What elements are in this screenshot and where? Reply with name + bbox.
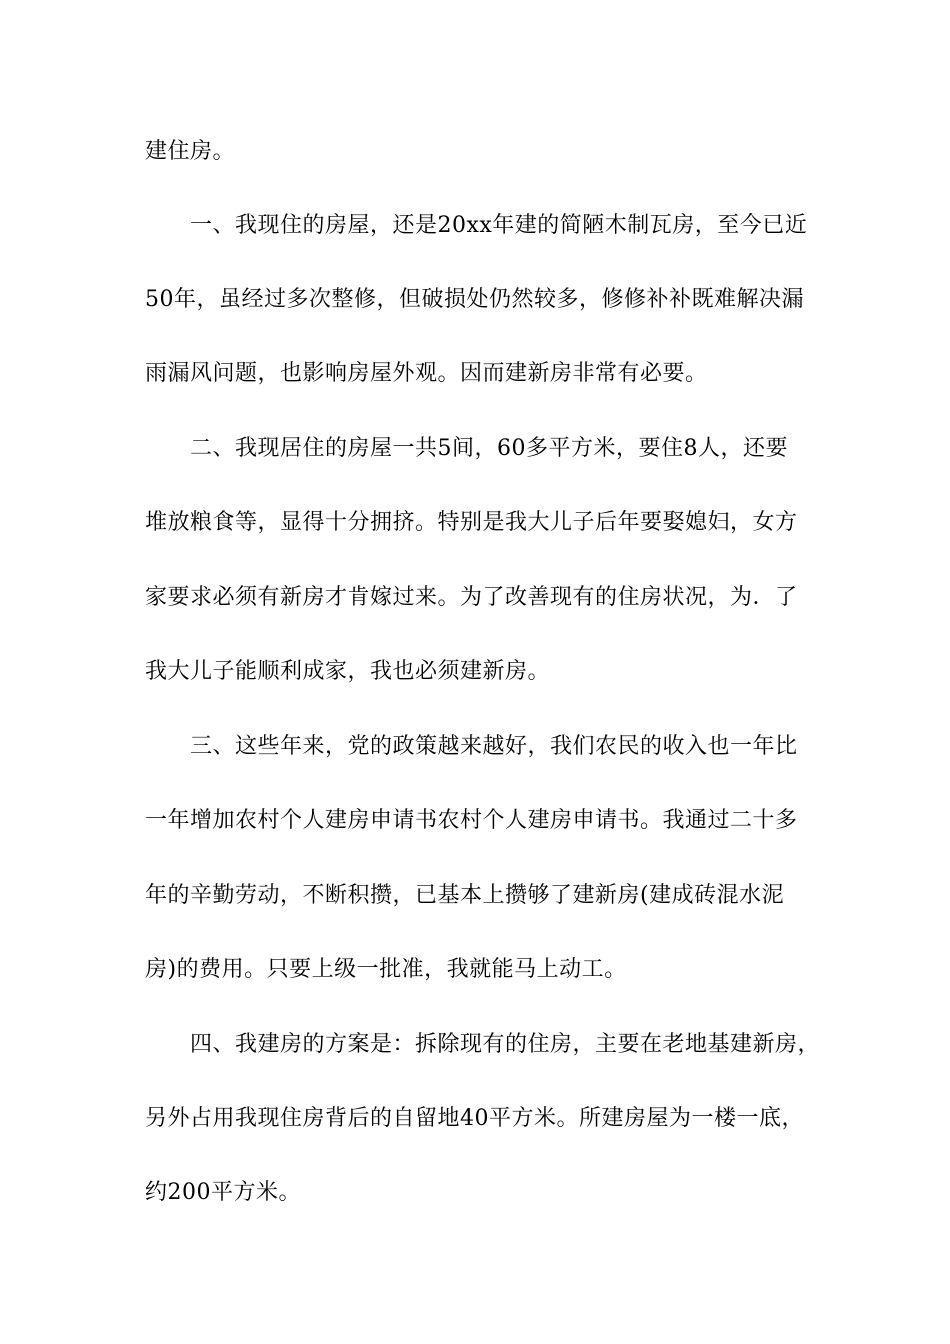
text-line-1: 建住房。 bbox=[145, 139, 236, 164]
paragraph-2-line-3: 家要求必须有新房才肯嫁过来。为了改善现有的住房状况，为．了 bbox=[145, 585, 798, 610]
paragraph-1-line-2: 50年，虽经过多次整修，但破损处仍然较多，修修补补既难解决漏 bbox=[145, 287, 804, 312]
paragraph-2-line-1: 二、我现居住的房屋一共5间，60多平方米，要住8人，还要 bbox=[190, 436, 788, 461]
paragraph-2-line-4: 我大儿子能顺利成家，我也必须建新房。 bbox=[145, 659, 551, 684]
paragraph-2-line-2: 堆放粮食等，显得十分拥挤。特别是我大儿子后年要娶媳妇，女方 bbox=[145, 510, 798, 535]
paragraph-4-line-1: 四、我建房的方案是：拆除现有的住房，主要在老地基建新房， bbox=[190, 1032, 821, 1057]
paragraph-4-line-2: 另外占用我现住房背后的自留地40平方米。所建房屋为一楼一底， bbox=[145, 1106, 804, 1131]
paragraph-1-line-1: 一、我现住的房屋，还是20xx年建的简陋木制瓦房，至今已近 bbox=[190, 213, 808, 238]
paragraph-1-line-3: 雨漏风问题，也影响房屋外观。因而建新房非常有必要。 bbox=[145, 361, 708, 386]
paragraph-3-line-3: 年的辛勤劳动，不断积攒，已基本上攒够了建新房(建成砖混水泥 bbox=[145, 883, 785, 908]
paragraph-3-line-2: 一年增加农村个人建房申请书农村个人建房申请书。我通过二十多 bbox=[145, 808, 798, 833]
paragraph-3-line-1: 三、这些年来，党的政策越来越好，我们农民的收入也一年比 bbox=[190, 734, 798, 759]
paragraph-4-line-3: 约200平方米。 bbox=[145, 1180, 301, 1205]
paragraph-3-line-4: 房)的费用。只要上级一批准，我就能马上动工。 bbox=[145, 957, 627, 982]
